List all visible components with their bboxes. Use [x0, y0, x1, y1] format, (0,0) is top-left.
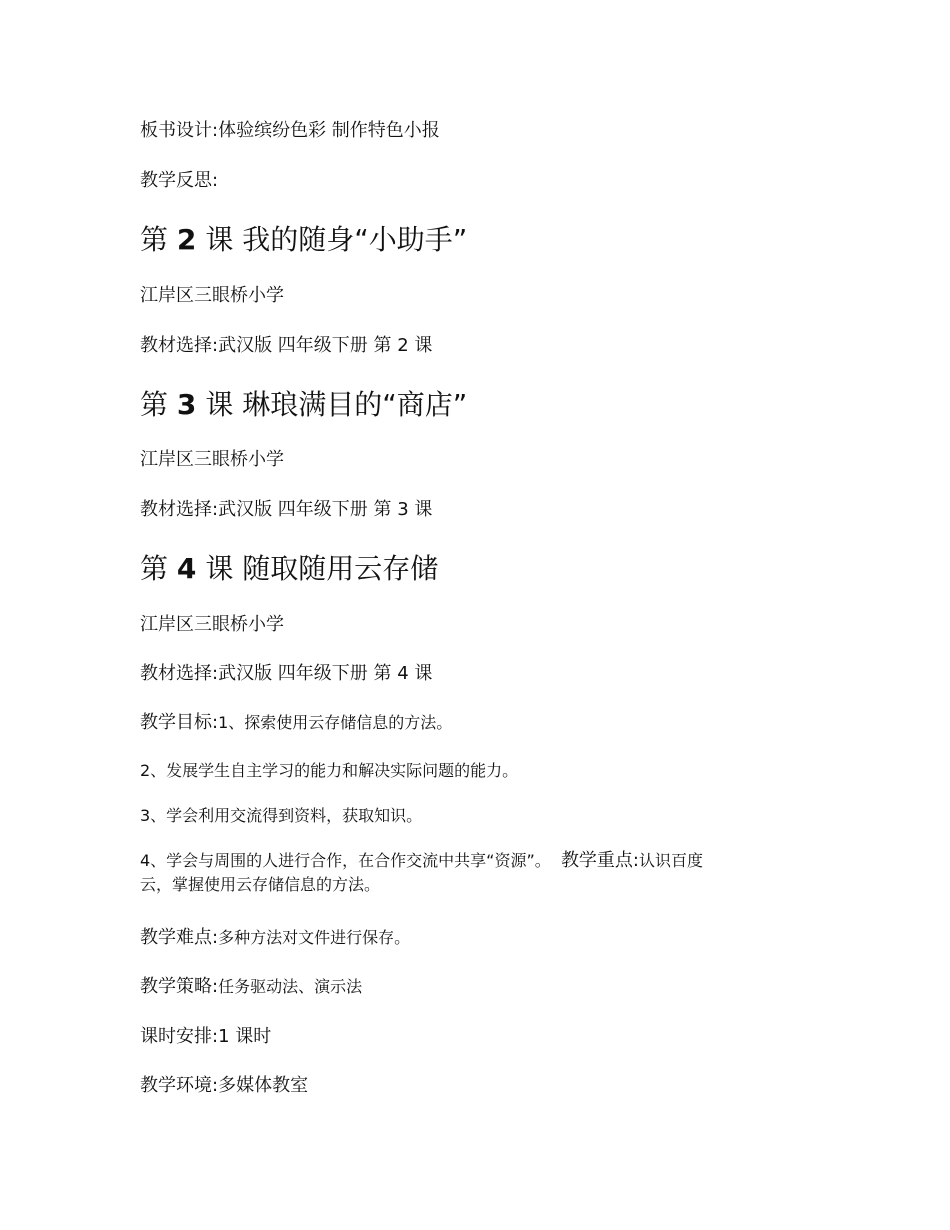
lesson-3-material-text: 教材选择:武汉版 四年级下册 第 3 课 [140, 499, 433, 520]
lesson-2-school-text: 江岸区三眼桥小学 [140, 285, 284, 306]
lesson-2-title: 课 我的随身“小助手” [205, 223, 468, 256]
goal-1-text: 1、探索使用云存储信息的方法。 [218, 713, 453, 732]
difficulty-label: 教学难点: [140, 927, 219, 948]
board-design-text: 板书设计:体验缤纷色彩 制作特色小报 [140, 120, 440, 141]
lesson-4-material-text: 教材选择:武汉版 四年级下册 第 4 课 [140, 663, 433, 684]
lesson-4-heading [140, 551, 810, 587]
reflection-text: 教学反思: [140, 170, 219, 191]
strategy-line [140, 974, 810, 1000]
schedule-text: 1 课时 [218, 1026, 272, 1047]
lesson-3-school [140, 447, 810, 473]
goal-3-line [140, 804, 810, 828]
difficulty-line [140, 925, 810, 951]
teaching-focus-text-b: 云，掌握使用云存储信息的方法。 [140, 875, 381, 894]
lesson-2-number: 2 [176, 223, 197, 256]
difficulty-text: 多种方法对文件进行保存。 [218, 928, 411, 947]
lesson-3-heading [140, 387, 810, 423]
lesson-2-school [140, 283, 810, 309]
lesson-4-school-text: 江岸区三眼桥小学 [140, 614, 284, 635]
schedule-line [140, 1024, 810, 1050]
teaching-goals-label: 教学目标: [140, 712, 219, 733]
lesson-2-prefix: 第 [140, 223, 169, 256]
lesson-4-prefix: 第 [140, 552, 169, 585]
lesson-3-school-text: 江岸区三眼桥小学 [140, 449, 284, 470]
lesson-4-number: 4 [176, 552, 197, 585]
strategy-text: 任务驱动法、演示法 [218, 977, 363, 996]
environment-label: 教学环境: [140, 1075, 219, 1096]
teaching-focus-text-a: 认识百度 [639, 851, 704, 870]
environment-line [140, 1073, 810, 1099]
goal-3-text: 3、学会利用交流得到资料，获取知识。 [140, 806, 423, 825]
lesson-4-school [140, 612, 810, 638]
reflection-line [140, 168, 810, 194]
lesson-3-material [140, 497, 810, 523]
teaching-goals-line [140, 710, 810, 736]
goal-2-line [140, 759, 810, 783]
environment-text: 多媒体教室 [218, 1075, 309, 1096]
lesson-2-material-text: 教材选择:武汉版 四年级下册 第 2 课 [140, 335, 433, 356]
lesson-2-heading [140, 222, 810, 258]
lesson-3-title: 课 琳琅满目的“商店” [205, 388, 468, 421]
teaching-focus-label: 教学重点: [560, 850, 640, 871]
strategy-label: 教学策略: [140, 976, 219, 997]
lesson-4-material [140, 661, 810, 687]
goal-4-text: 4、学会与周围的人进行合作，在合作交流中共享“资源”。 [140, 851, 551, 870]
goal-2-text: 2、发展学生自主学习的能力和解决实际问题的能力。 [140, 761, 519, 780]
board-design-line [140, 118, 810, 144]
lesson-4-title: 课 随取随用云存储 [205, 552, 439, 585]
goal-4-and-focus-paragraph [140, 849, 810, 897]
schedule-label: 课时安排: [140, 1026, 219, 1047]
lesson-3-number: 3 [176, 388, 197, 421]
lesson-2-material [140, 333, 810, 359]
lesson-3-prefix: 第 [140, 388, 169, 421]
